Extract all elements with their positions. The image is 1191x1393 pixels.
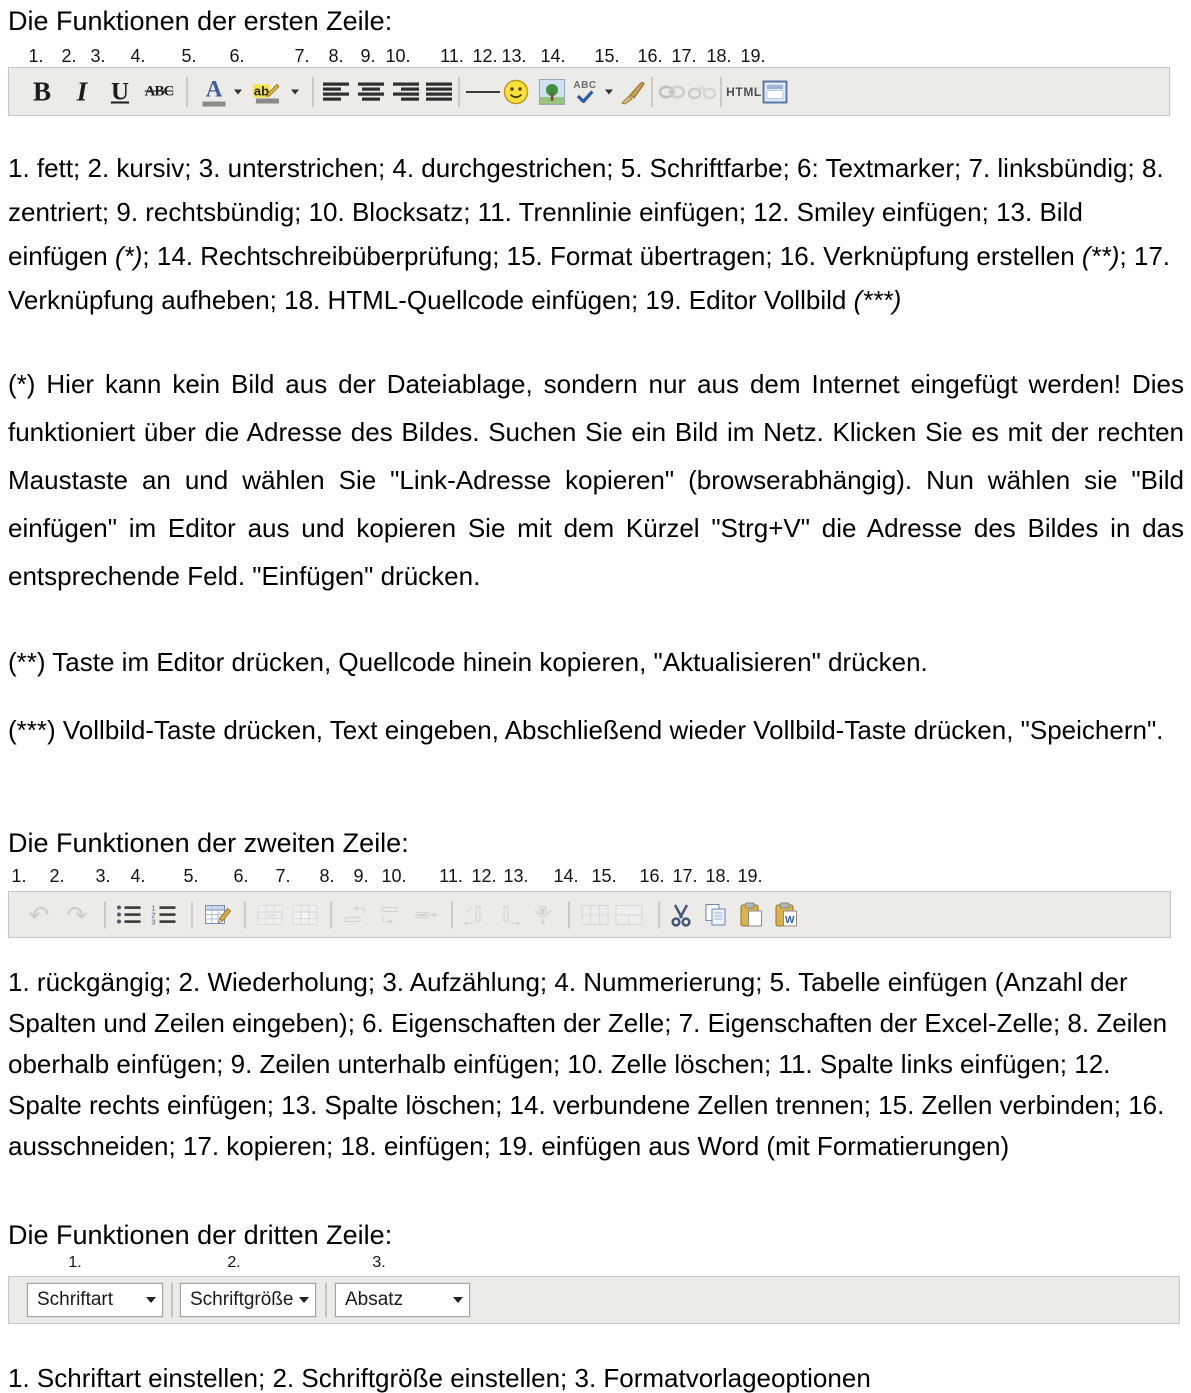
toolbar1-number-label-13: 13. [501,46,527,66]
toolbar2-number-label-18: 18. [705,866,731,886]
toolbar-separator [452,901,453,928]
heading-second-row: Die Funktionen der zweiten Zeile: [8,828,409,858]
unordered-list-icon [117,904,142,925]
editor-toolbar-row1: B I U ABC A ab ABC HTML [8,67,1170,116]
toolbar3-number-label-2: 2. [227,1254,241,1271]
undo-icon: ↶ [28,900,50,929]
chevron-down-icon [140,1297,162,1303]
toolbar2-number-label-19: 19. [737,866,763,886]
toolbar2-number-label-4: 4. [130,866,146,886]
toolbar1-number-label-18: 18. [706,46,732,66]
paste-icon [739,902,763,928]
align-right-icon [393,82,419,101]
toolbar2-number-label-5: 5. [183,866,199,886]
legend-reference-mark: (***) [853,285,902,315]
toolbar2-number-label-11: 11. [439,866,463,886]
copy-icon [704,903,728,927]
toolbar1-number-label-4: 4. [130,46,146,66]
merge-cells-icon [616,905,643,925]
heading-first-row: Die Funktionen der ersten Zeile: [8,6,393,36]
cell-props-excel-icon [293,905,318,925]
row-below-icon [380,904,404,925]
toolbar-separator [172,1283,173,1317]
col-delete-icon [531,904,555,925]
toolbar1-number-label-9: 9. [360,46,376,66]
toolbar-separator [313,77,314,107]
dropdown-icon [605,89,613,94]
legend-reference-mark: (**) [1081,241,1120,271]
toolbar-separator [459,77,460,107]
dropdown-icon [291,89,299,94]
toolbar2-number-label-3: 3. [95,866,111,886]
paragraph-format-select [335,1283,470,1317]
legend-reference-mark: (*) [114,241,143,271]
redo-icon: ↷ [66,900,88,929]
toolbar2-number-label-6: 6. [233,866,249,886]
cell-props-icon [258,905,283,925]
toolbar1-number-label-14: 14. [540,46,566,66]
toolbar1-number-label-11: 11. [440,46,464,66]
toolbar1-number-label-16: 16. [637,46,663,66]
toolbar2-number-label-12: 12. [471,866,497,886]
toolbar2-number-label-1: 1. [11,866,27,886]
col-right-icon [497,904,521,925]
formatpainter-icon [620,79,646,105]
toolbar3-number-label-3: 3. [372,1254,386,1271]
toolbar1-number-label-17: 17. [671,46,697,66]
ordered-list-icon [152,904,177,925]
toolbar-separator [187,77,188,107]
font-family-select [27,1283,163,1317]
toolbar1-number-label-10: 10. [385,46,411,66]
table-new-icon [205,901,232,928]
legend-text: ; 14. Rechtschreibüberprüfung; 15. Format übertragen; 16. Verknüpfung erstellen [142,241,1082,271]
col-left-icon [463,904,487,925]
link-icon [659,84,686,99]
toolbar2-number-label-8: 8. [319,866,335,886]
align-left-icon [323,82,349,101]
toolbar1-number-label-3: 3. [90,46,106,66]
font-size-select-label: Schriftgröße [190,1289,293,1310]
toolbar-separator [331,901,332,928]
legend-text: ; 17. Verknüpfung aufheben; 18. HTML-Quellcode einfügen; 19. Editor Vollbild [8,241,1171,315]
strikethrough-icon: ABC [144,83,174,99]
toolbar2-number-label-2: 2. [49,866,65,886]
toolbar2-number-label-7: 7. [275,866,291,886]
toolbar-separator [569,901,570,928]
paragraph-row2-legend: 1. rückgängig; 2. Wiederholung; 3. Aufzählung; 4. Nummerierung; 5. Tabelle einfügen (Anzahl der Spalten und Zeilen eingeben); 6. Eigenschaften der Zelle; 7. Eigenschaften der Excel-Zelle; 8. Zeilen oberhalb einfügen; 9. Zeilen unterhalb einfügen; 10. Zelle löschen; 11. Spalte links einfügen; 12. Spalte rechts einfügen; 13. Spalte löschen; 14. verbundene Zellen trennen; 15. Zellen verbinden; 16. ausschneiden; 17. kopieren; 18. einfügen; 19. einfügen aus Word (mit Formatierungen) [8,967,1168,1161]
font-family-select-label: Schriftart [37,1289,114,1310]
toolbar-separator [721,77,722,107]
toolbar2-number-label-16: 16. [639,866,665,886]
dropdown-icon [234,89,242,94]
paragraph-row1-legend [8,146,1184,322]
toolbar2-number-label-13: 13. [503,866,529,886]
hr-icon [466,91,500,93]
chevron-down-icon [447,1297,469,1303]
toolbar2-number-label-17: 17. [672,866,698,886]
svg-text:1: 1 [151,905,156,912]
cut-icon [669,903,693,927]
toolbar1-number-label-6: 6. [229,46,245,66]
toolbar1-number-label-1: 1. [28,46,44,66]
legend-text: 1. fett; 2. kursiv; 3. unterstrichen; 4. durchgestrichen; 5. Schriftfarbe; 6: Textmarker; 7. linksbündig; 8. zentriert; 9. rechtsbündig; 10. Blocksatz; 11. Trennlinie einfügen; 12. Smiley einfügen; 13. Bild einfügen [8,153,1164,271]
bold-icon: B [32,76,52,106]
forecolor-icon: A [203,77,226,106]
toolbar-separator [652,77,653,107]
toolbar1-number-label-15: 15. [594,46,620,66]
toolbar2-number-label-14: 14. [553,866,579,886]
underline-icon: U [110,78,130,105]
paragraph-row3-legend: 1. Schriftart einstellen; 2. Schriftgröße einstellen; 3. Formatvorlageoptionen [8,1363,871,1393]
toolbar1-number-label-7: 7. [294,46,310,66]
spellcheck-icon: ABC [573,81,596,103]
toolbar2-number-label-10: 10. [381,866,407,886]
unlink-icon [688,83,716,100]
svg-text:2: 2 [151,912,156,919]
font-size-select [180,1283,316,1317]
editor-toolbar-row2 [8,891,1171,938]
toolbar1-number-label-12: 12. [472,46,498,66]
toolbar1-number-row [0,46,1191,66]
paste-word-icon [774,902,798,928]
svg-text:W: W [785,914,795,926]
paragraph-note-fullscreen: (***) Vollbild-Taste drücken, Text eingeben, Abschließend wieder Vollbild-Taste drücken, "Speichern". [8,715,1164,745]
toolbar2-number-row [0,866,1191,886]
editor-toolbar-row3 [8,1276,1180,1324]
toolbar1-number-label-2: 2. [61,46,77,66]
toolbar3-number-label-1: 1. [68,1254,82,1271]
paragraph-note-link: (**) Taste im Editor drücken, Quellcode hinein kopieren, "Aktualisieren" drücken. [8,647,928,677]
backcolor-icon: ab [253,80,281,103]
toolbar-separator [192,901,193,928]
row-above-icon [343,904,367,925]
toolbar2-number-label-15: 15. [591,866,617,886]
row-delete-icon [414,904,438,925]
chevron-down-icon [293,1297,315,1303]
svg-text:3: 3 [151,919,156,925]
toolbar-separator [326,1283,327,1317]
toolbar1-number-label-8: 8. [328,46,344,66]
smiley-icon [503,78,530,105]
italic-icon: I [76,76,88,106]
heading-third-row: Die Funktionen der dritten Zeile: [8,1220,393,1250]
paragraph-note-image: (*) Hier kann kein Bild aus der Dateiablage, sondern nur aus dem Internet eingefügt werden! Dies funktioniert über die Adresse des Bildes. Suchen Sie ein Bild im Netz. Klicken Sie es mit der rechten Maustaste an und wählen Sie "Link-Adresse kopieren" (browserabhängig). Nun wählen sie "Bild einfügen" im Editor aus und kopieren Sie mit dem Kürzel "Strg+V" die Adresse des Bildes in das entsprechende Feld. "Einfügen" drücken. [8,369,1184,591]
toolbar1-number-label-19: 19. [740,46,766,66]
paragraph-format-select-label: Absatz [345,1289,404,1310]
toolbar1-number-label-5: 5. [181,46,197,66]
split-cells-icon [582,905,609,925]
align-center-icon [358,82,384,101]
toolbar-separator [659,901,660,928]
image-icon [539,79,565,105]
toolbar-separator [105,901,106,928]
toolbar2-number-label-9: 9. [353,866,369,886]
toolbar-separator [245,901,246,928]
toolbar3-number-row [0,1254,1191,1274]
fullscreen-icon [763,80,788,103]
align-justify-icon [426,82,452,101]
